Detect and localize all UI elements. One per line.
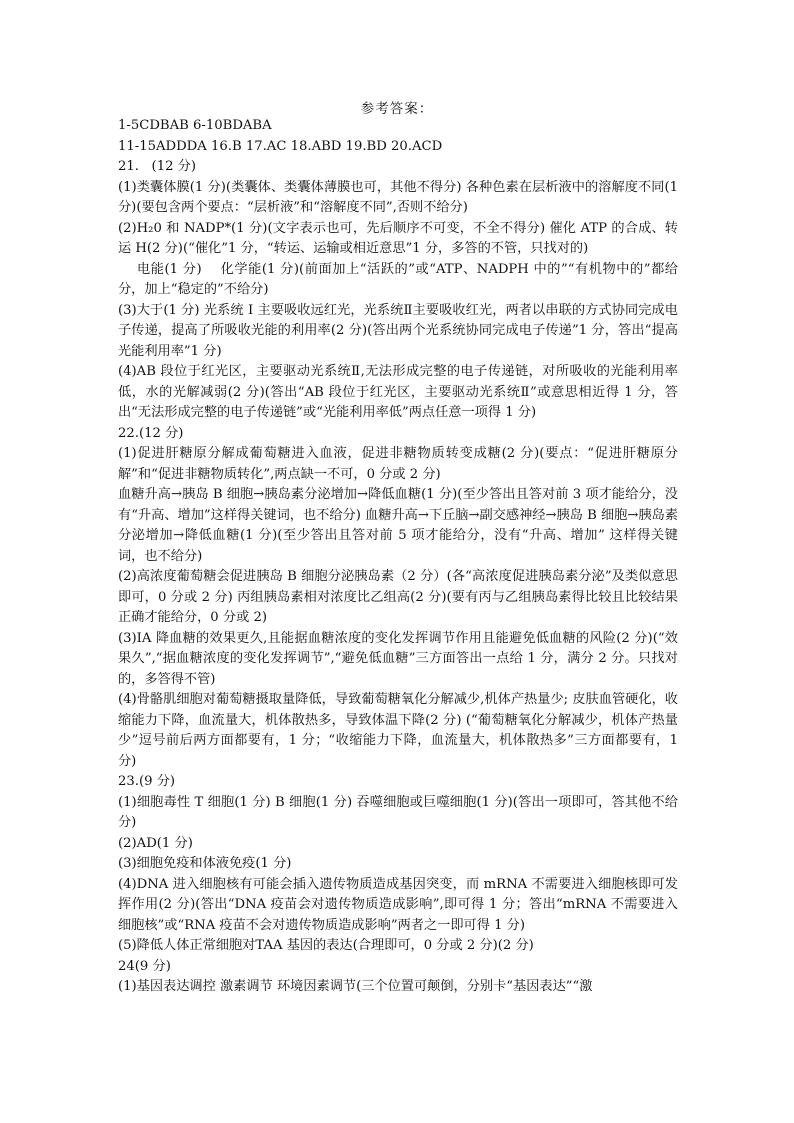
q21-header: 21. (12 分) — [118, 159, 196, 174]
q22-part-3: (3)IA 降血糖的效果更久,且能据血糖浓度的变化发挥调节作用且能避免低血糖的风险(2 分)(“效果久”,“据血糖浓度的变化发挥调节”,“避免低血糖”三方面答出一点给 1 分，满分 2 分。只找对的，多答得不管) — [118, 630, 678, 687]
q23-part-2: (2)AD(1 分) — [118, 835, 193, 851]
q22-header: 22.(12 分) — [118, 425, 184, 441]
mc-answers-line-2: 11-15ADDDA 16.B 17.AC 18.ABD 19.BD 20.ACD — [118, 138, 443, 154]
mc-answers-line-1: 1-5CDBAB 6-10BDABA — [118, 118, 272, 133]
q21-part-2-cont: 电能(1 分) 化学能(1 分)(前面加上“活跃的”或“ATP、NADPH 中的”“有机物中的”都给分，加上“稳定的”不给分) — [118, 261, 678, 297]
q24-part-1: (1)基因表达调控 激素调节 环境因素调节(三个位置可颠倒，分别卡“基因表达”“激 — [118, 979, 593, 994]
q22-part-4: (4)骨骼肌细胞对葡萄糖摄取量降低，导致葡萄糖氧化分解减少,机体产热量少; 皮肤血管硬化，收缩能力下降，血流量大，机体散热多，导致体温下降(2 分) (“葡萄糖氧化分解减少，机体产热量少”逗号前后两方面都要有，1 分；“收缩能力下降，血流量大，机体散热多”三方面都要有，1 分) — [118, 692, 678, 769]
q23-part-5: (5)降低人体正常细胞对TAA 基因的表达(合理即可，0 分或 2 分)(2 分) — [118, 938, 534, 953]
q23-part-3: (3)细胞免疫和体液免疫(1 分) — [118, 856, 292, 871]
q22-part-1: (1)促进肝糖原分解成葡萄糖进入血液，促进非糖物质转变成糖(2 分)(要点：“促进肝糖原分解”和“促进非糖物质转化”,两点缺一不可，0 分或 2 分) — [118, 446, 678, 482]
q21-part-3: (3)大于(1 分) 光系统 I 主要吸收远红光，光系统Ⅱ主要吸收红光，两者以串联的方式协同完成电子传递，提高了所吸收光能的利用率(2 分)(答出两个光系统协同完成电子传递”1 分，答出“提高光能利用率”1 分) — [118, 302, 678, 359]
q24-header: 24(9 分) — [118, 958, 171, 974]
q23-part-4: (4)DNA 进入细胞核有可能会插入遗传物质造成基因突变，而 mRNA 不需要进入细胞核即可发挥作用(2 分)(答出“DNA 疫苗会对遗传物质造成影响”,即可得 1 分；答出“mRNA 不需要进入细胞核”或“RNA 疫苗不会对遗传物质造成影响”两者之一即可得 1 分) — [118, 876, 678, 933]
q21-part-2: (2)H₂0 和 NADP*(1 分)(文字表示也可，先后顺序不可变，不全不得分) 催化 ATP 的合成、转运 H(2 分)(“催化”1 分，“转运、运输或相近意思”1 分，多答的不管，只找对的) — [118, 220, 678, 256]
q21-part-4: (4)AB 段位于红光区，主要驱动光系统Ⅱ,无法形成完整的电子传递链，对所吸收的光能利用率低，水的光解减弱(2 分)(答出“AB 段位于红光区，主要驱动光系统Ⅱ”或意思相近得 1 分，答出“无法形成完整的电子传递链”或“光能利用率低”两点任意一项得 1 分) — [118, 364, 678, 420]
q23-header: 23.(9 分) — [118, 774, 176, 789]
page-title: 参考答案： — [360, 101, 434, 117]
q21-part-1: (1)类囊体膜(1 分)(类囊体、类囊体薄膜也可，其他不得分) 各种色素在层析液中的溶解度不同(1 分)(要包含两个要点：“层析液”和“溶解度不同”,否则不给分) — [118, 179, 678, 215]
q22-part-2: (2)高浓度葡萄糖会促进胰岛 B 细胞分泌胰岛素（2 分）(各“高浓度促进胰岛素分泌”及类似意思即可，0 分或 2 分) 丙组胰岛素相对浓度比乙组高(2 分)(要有丙与乙组胰岛素得比较且比较结果正确才能给分，0 分或 2) — [118, 569, 678, 625]
answer-body — [118, 116, 678, 998]
q22-part-1-pathways: 血糖升高→胰岛 B 细胞→胰岛素分泌增加→降低血糖(1 分)(至少答出且答对前 3 项才能给分，没有“升高、增加”这样得关键词，也不给分) 血糖升高→下丘脑→副交感神经→胰岛 B 细胞→胰岛素分泌增加→降低血糖(1 分)(至少答出且答对前 5 项才能给分，没有“升高、增加” 这样得关键词，也不给分) — [118, 487, 678, 564]
q23-part-1: (1)细胞毒性 T 细胞(1 分) B 细胞(1 分) 吞噬细胞或巨噬细胞(1 分)(答出一项即可，答其他不给分) — [118, 794, 678, 830]
